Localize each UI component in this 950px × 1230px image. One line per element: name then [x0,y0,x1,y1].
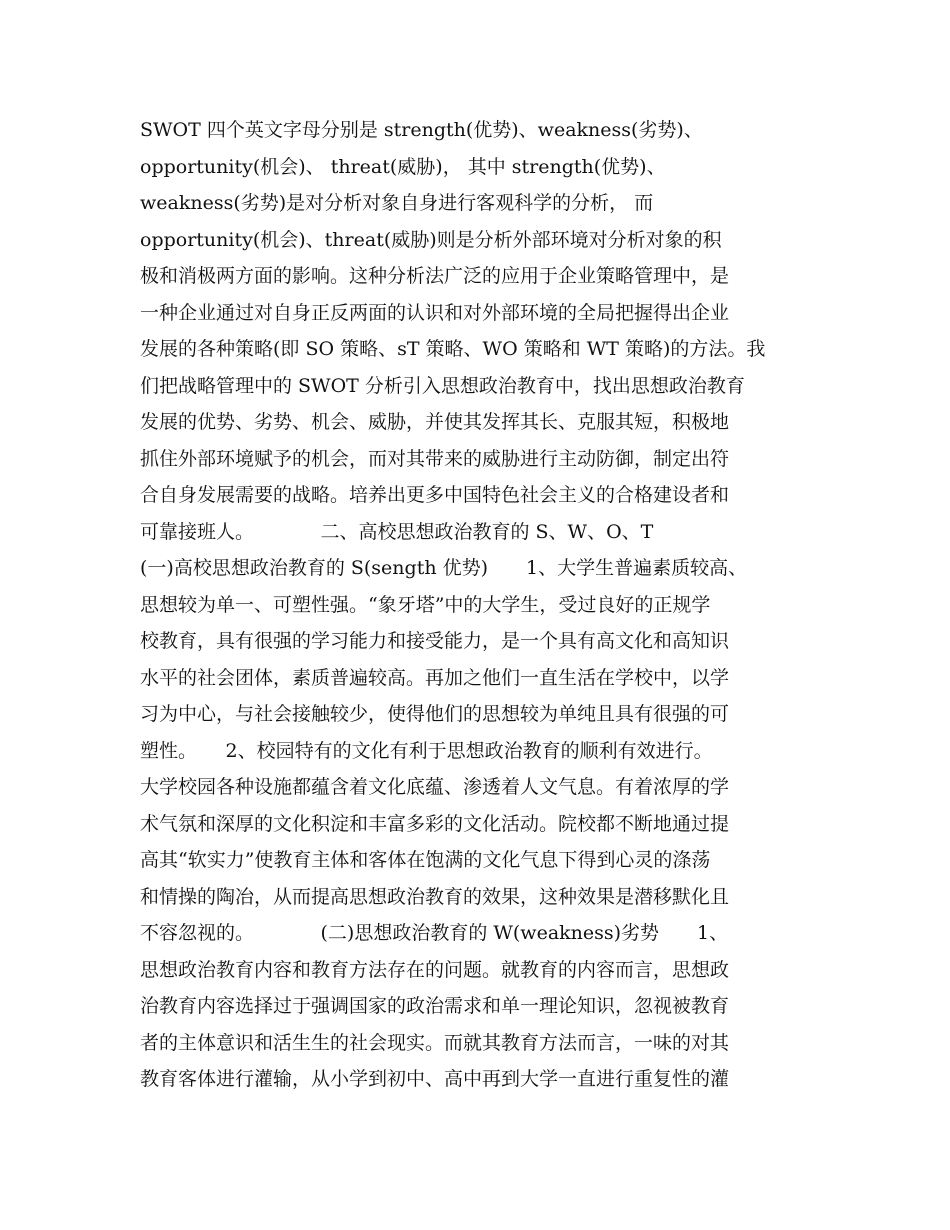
text-line: 教育客体进行灌输，从小学到初中、高中再到大学一直进行重复性的灌 [140,1068,730,1090]
text-line: SWOT 四个英文字母分别是 strength(优势)、weakness(劣势)、 [140,119,703,141]
text-line: (一)高校思想政治教育的 S(sength 优势) 1、大学生普遍素质较高、 [140,557,748,579]
text-line: 塑性。 2、校园特有的文化有利于思想政治教育的顺利有效进行。 [140,739,713,762]
text-line: 高其“软实力”使教育主体和客体在饱满的文化气息下得到心灵的涤荡 [140,849,711,871]
text-line: 合自身发展需要的战略。培养出更多中国特色社会主义的合格建设者和 [140,484,730,506]
text-line: 校教育，具有很强的学习能力和接受能力，是一个具有高文化和高知识 [140,630,730,652]
text-line: 一种企业通过对自身正反两面的认识和对外部环境的全局把握得出企业 [140,301,730,324]
text-line: 发展的优势、劣势、机会、威胁，并使其发挥其长、克服其短，积极地 [140,411,730,433]
body-text [140,112,820,1098]
text-line: 思想政治教育内容和教育方法存在的问题。就教育的内容而言，思想政 [140,958,730,981]
text-line: 大学校园各种设施都蕴含着文化底蕴、渗透着人文气息。有着浓厚的学 [140,776,730,798]
text-line: 和情操的陶冶，从而提高思想政治教育的效果，这种效果是潜移默化且 [140,885,730,908]
text-line: 治教育内容选择过于强调国家的政治需求和单一理论知识，忽视被教育 [140,995,730,1017]
text-line: 们把战略管理中的 SWOT 分析引入思想政治教育中，找出思想政治教育 [140,374,745,397]
text-line: 水平的社会团体，素质普遍较高。再加之他们一直生活在学校中，以学 [140,666,730,689]
text-line: 术气氛和深厚的文化积淀和丰富多彩的文化活动。院校都不断地通过提 [140,812,730,835]
text-line: 发展的各种策略(即 SO 策略、sT 策略、WO 策略和 WT 策略)的方法。我 [140,338,766,360]
text-line: 思想较为单一、可塑性强。“象牙塔”中的大学生，受过良好的正规学 [140,593,711,616]
text-line: 抓住外部环境赋予的机会，而对其带来的威胁进行主动防御，制定出符 [140,447,730,470]
text-line: 习为中心，与社会接触较少，使得他们的思想较为单纯且具有很强的可 [140,703,730,725]
text-line: 极和消极两方面的影响。这种分析法广泛的应用于企业策略管理中，是 [140,265,730,287]
text-line: opportunity(机会)、 threat(威胁)， 其中 strength(优势)、 [140,155,666,178]
text-line: weakness(劣势)是对分析对象自身进行客观科学的分析， 而 [140,192,654,214]
text-line: opportunity(机会)、threat(威胁)则是分析外部环境对分析对象的积 [140,228,722,251]
text-line: 者的主体意识和活生生的社会现实。而就其教育方法而言，一味的对其 [140,1031,730,1054]
text-line: 不容忽视的。 (二)思想政治教育的 W(weakness)劣势 1、 [140,922,729,944]
text-line: 可靠接班人。 二、高校思想政治教育的 S、W、O、T [140,520,654,543]
